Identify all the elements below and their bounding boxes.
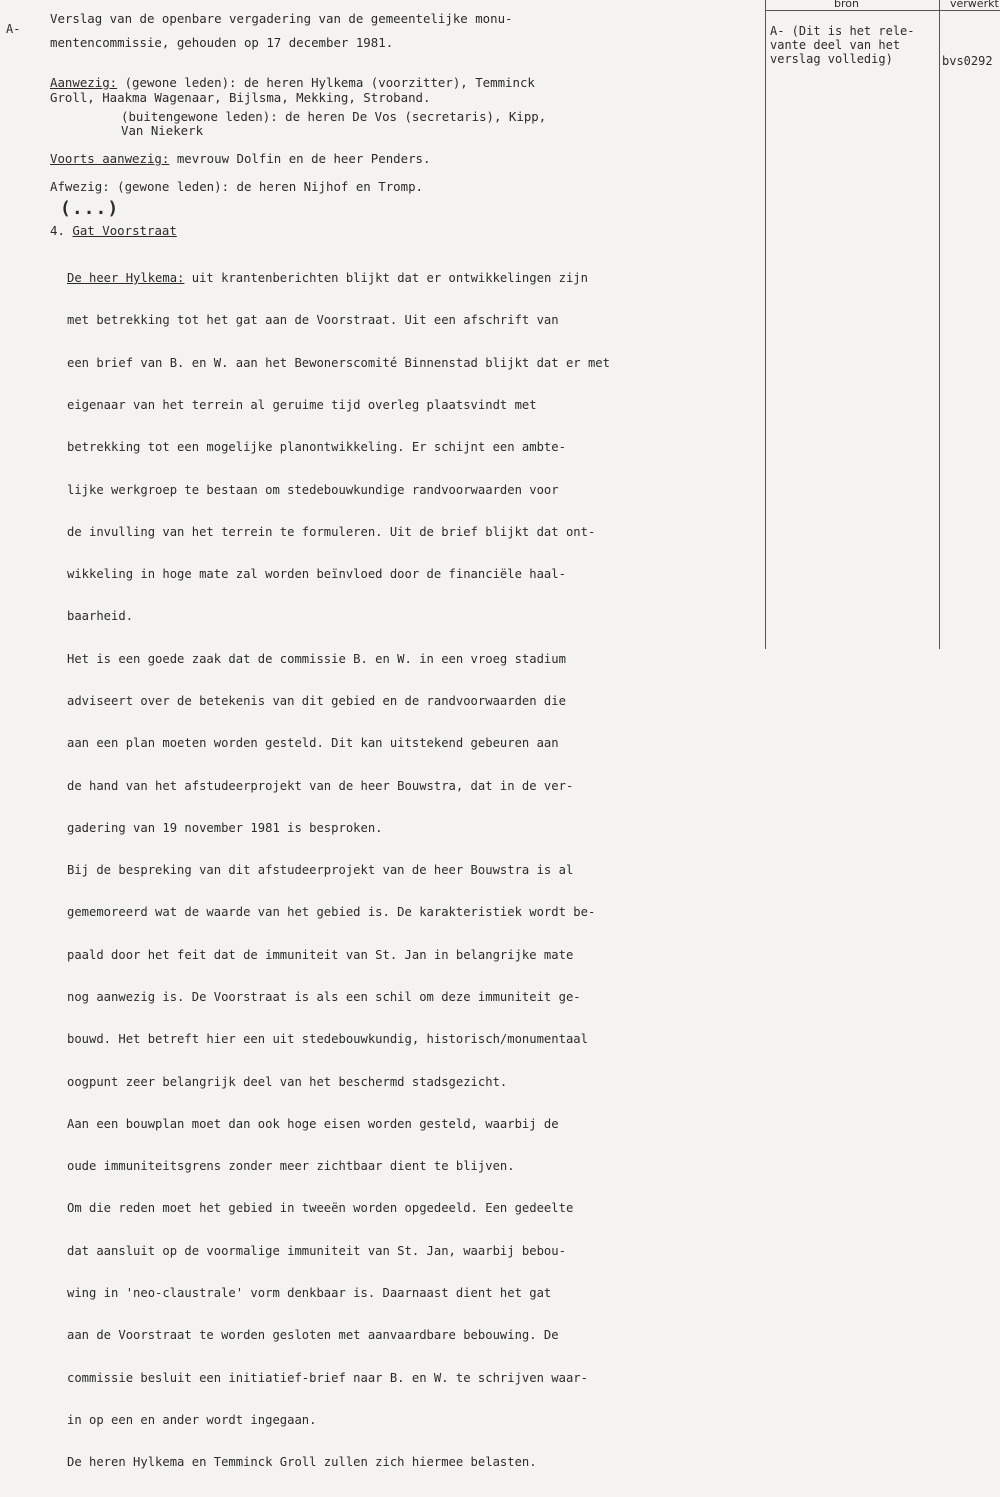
body-line: gememoreerd wat de waarde van het gebied is. De karakteristiek wordt be- <box>67 905 596 920</box>
margin-mark: A- <box>6 22 21 36</box>
body-line: de invulling van het terrein te formuleren. Uit de brief blijkt dat ont- <box>67 524 596 539</box>
section-number: 4. <box>50 223 65 238</box>
voorts-aanwezig-line <box>50 152 430 166</box>
body-line: Bij de bespreking van dit afstudeerprojekt van de heer Bouwstra is al <box>67 863 574 878</box>
voorts-label: Voorts aanwezig: <box>50 151 170 166</box>
column-header-rule <box>765 10 1000 11</box>
body-line-0 <box>67 271 610 285</box>
body-line: De heren Hylkema en Temminck Groll zullen zich hiermee belasten. <box>67 1455 537 1470</box>
body-first-text: uit krantenberichten blijkt dat er ontwikkelingen zijn <box>184 271 588 286</box>
body-line: wikkeling in hoge mate zal worden beïnvloed door de financiële haal- <box>67 567 566 582</box>
section-heading <box>50 223 177 238</box>
body-line: nog aanwezig is. De Voorstraat is als een schil om deze immuniteit ge- <box>67 989 581 1004</box>
minutes-body <box>67 243 610 1497</box>
afwezig-line: Afwezig: (gewone leden): de heren Nijhof en Tromp. <box>50 179 423 194</box>
body-line: oogpunt zeer belangrijk deel van het beschermd stadsgezicht. <box>67 1074 508 1089</box>
body-line: betrekking tot een mogelijke planontwikkeling. Er schijnt een ambte- <box>67 440 566 455</box>
body-line: met betrekking tot het gat aan de Voorstraat. Uit een afschrift van <box>67 313 559 328</box>
aanwezig-line-1 <box>50 76 535 90</box>
speaker-label: De heer Hylkema: <box>67 271 185 286</box>
column-header-bron: bron <box>834 0 859 10</box>
verwerkt-code: bvs0292 <box>942 54 993 68</box>
bron-note: A- (Dit is het rele- vante deel van het verslag volledig) <box>770 24 915 66</box>
buitengewone-line-1: (buitengewone leden): de heren De Vos (secretaris), Kipp, <box>121 109 547 124</box>
body-line: Aan een bouwplan moet dan ook hoge eisen worden gesteld, waarbij de <box>67 1116 559 1131</box>
body-line: eigenaar van het terrein al geruime tijd overleg plaatsvindt met <box>67 398 537 413</box>
aanwezig-label: Aanwezig: <box>50 75 118 90</box>
title-line-2: mentencommissie, gehouden op 17 december 1981. <box>50 35 394 50</box>
body-line: gadering van 19 november 1981 is besproken. <box>67 820 383 835</box>
column-divider-bron <box>765 0 766 649</box>
body-line: commissie besluit een initiatief-brief naar B. en W. te schrijven waar- <box>67 1370 588 1385</box>
title-line-1: Verslag van de openbare vergadering van de gemeentelijke monu- <box>50 11 513 26</box>
omission-ellipsis: (...) <box>60 198 120 219</box>
body-line: aan de Voorstraat te worden gesloten met aanvaardbare bebouwing. De <box>67 1328 559 1343</box>
body-line: een brief van B. en W. aan het Bewonerscomité Binnenstad blijkt dat er met <box>67 355 610 370</box>
body-line: Om die reden moet het gebied in tweeën worden opgedeeld. Een gedeelte <box>67 1201 574 1216</box>
body-line: oude immuniteitsgrens zonder meer zichtbaar dient te blijven. <box>67 1159 515 1174</box>
body-line: de hand van het afstudeerprojekt van de heer Bouwstra, dat in de ver- <box>67 778 574 793</box>
voorts-text: mevrouw Dolfin en de heer Penders. <box>169 151 431 166</box>
body-line: wing in 'neo-claustrale' vorm denkbaar is. Daarnaast dient het gat <box>67 1285 552 1300</box>
body-line: Het is een goede zaak dat de commissie B. en W. in een vroeg stadium <box>67 651 566 666</box>
column-header-verwerkt: verwerkt <box>950 0 999 10</box>
section-title: Gat Voorstraat <box>72 223 177 238</box>
body-line: adviseert over de betekenis van dit gebied en de randvoorwaarden die <box>67 694 566 708</box>
buitengewone-line-2: Van Niekerk <box>121 123 204 138</box>
body-line: bouwd. Het betreft hier een uit stedebouwkundig, historisch/monumentaal <box>67 1032 588 1047</box>
body-line: in op een en ander wordt ingegaan. <box>67 1412 317 1427</box>
body-line: lijke werkgroep te bestaan om stedebouwkundige randvoorwaarden voor <box>67 482 559 497</box>
body-line: baarheid. <box>67 609 134 624</box>
body-line: paald door het feit dat de immuniteit van St. Jan in belangrijke mate <box>67 947 574 962</box>
column-divider-verwerkt <box>939 0 940 649</box>
aanwezig-text: (gewone leden): de heren Hylkema (voorzitter), Temminck <box>117 75 535 90</box>
body-line: aan een plan moeten worden gesteld. Dit kan uitstekend gebeuren aan <box>67 736 559 751</box>
body-line: dat aansluit op de voormalige immuniteit van St. Jan, waarbij bebou- <box>67 1243 566 1258</box>
aanwezig-line-2: Groll, Haakma Wagenaar, Bijlsma, Mekking, Stroband. <box>50 90 431 105</box>
